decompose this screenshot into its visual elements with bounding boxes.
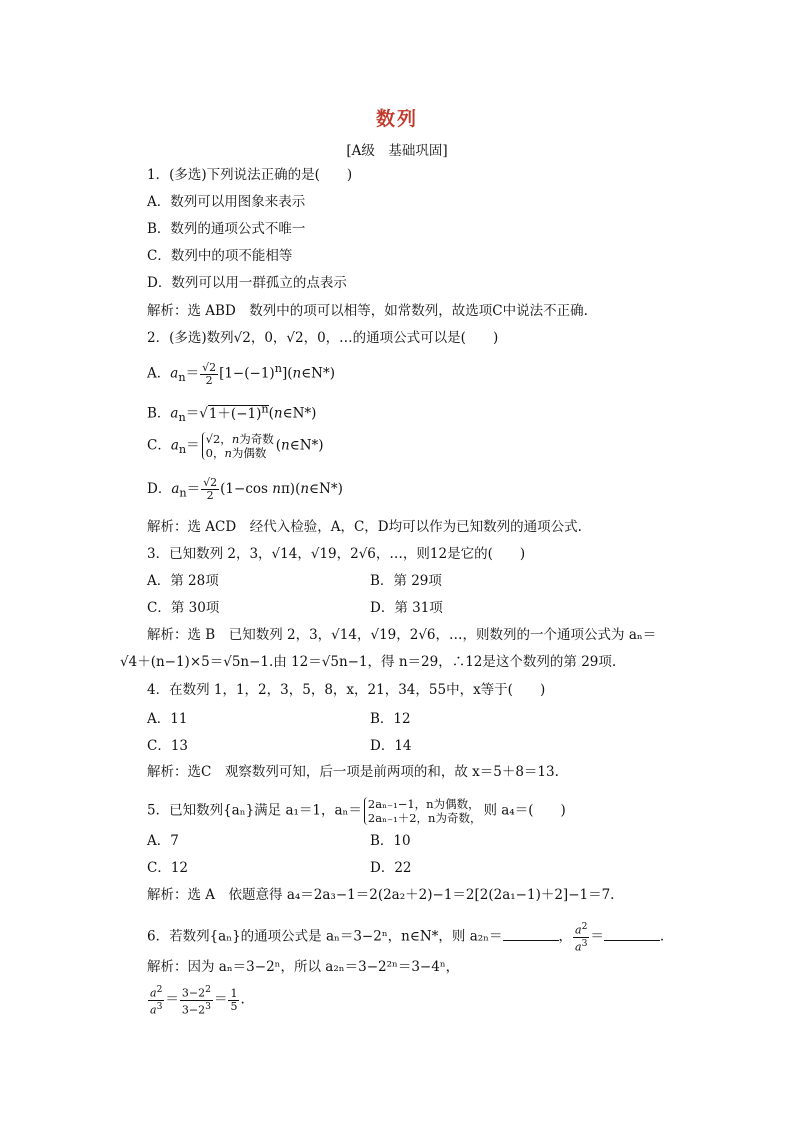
q2-stem: 2．(多选)数列√2，0，√2，0，…的通项公式可以是( ) xyxy=(147,330,499,346)
q4-option-c: C．13 xyxy=(147,738,189,754)
q6-blank-2[interactable] xyxy=(604,928,660,941)
q4-option-b: B．12 xyxy=(370,711,411,727)
q3-option-c: C．第 30项 xyxy=(147,600,220,616)
q4-stem: 4．在数列 1，1，2，3，5，8，x，21，34，55中，x等于( ) xyxy=(147,682,546,698)
q5-stem-post: 则 a₄＝( ) xyxy=(483,802,566,819)
q1-option-b: B．数列的通项公式不唯一 xyxy=(147,221,306,237)
section-level: [A级 基础巩固] xyxy=(346,143,448,159)
page-title: 数列 xyxy=(375,108,418,130)
q3-answer-line2: √4＋(n−1)×5＝√5n−1.由 12＝√5n−1，得 n＝29，∴12是这个数列的第 29项. xyxy=(120,654,617,670)
q5-option-c: C．12 xyxy=(147,860,189,876)
q6-blank-1[interactable] xyxy=(503,928,559,941)
q5-answer: 解析：选 A 依题意得 a₄＝2a₃−1＝2(2a₂＋2)−1＝2[2(2a₁−1)＋2]−1＝7. xyxy=(147,887,615,903)
q1-answer: 解析：选 ABD 数列中的项可以相等，如常数列，故选项C中说法不正确. xyxy=(147,303,588,319)
q3-answer-line1: 解析：选 B 已知数列 2，3，√14，√19，2√6，…，则数列的一个通项公式为 aₙ＝ xyxy=(147,627,657,643)
q6-answer-line2: $\frac{a^2}{a^3}$ ＝ $\frac{3-2^2}{3-2^3}$ ＝ $\frac{1}{5}$ . xyxy=(150,984,245,1017)
q4-answer: 解析：选C 观察数列可知，后一项是前两项的和，故 x＝5＋8＝13. xyxy=(147,764,559,780)
q5-piecewise: 2aₙ₋₁−1，n为偶数， 2aₙ₋₁＋2，n为奇数， xyxy=(364,797,482,825)
q6-stem: 6．若数列{aₙ}的通项公式是 aₙ＝3−2ⁿ，n∈N*，则 a₂ₙ＝ ， $\frac{a^2}{a^3}$ ＝ . xyxy=(147,921,665,954)
q5-option-d: D．22 xyxy=(370,860,412,876)
q1-option-c: C．数列中的项不能相等 xyxy=(147,248,293,264)
q3-option-d: D．第 31项 xyxy=(370,600,443,616)
q5-option-b: B．10 xyxy=(370,833,411,849)
q5-stem xyxy=(147,797,566,825)
q6-answer-line1: 解析：因为 aₙ＝3−2ⁿ，所以 a₂ₙ＝3−2²ⁿ＝3−4ⁿ， xyxy=(147,959,460,975)
q3-option-a: A．第 28项 xyxy=(147,573,219,589)
q5-option-a: A．7 xyxy=(147,833,179,849)
q1-option-a: A．数列可以用图象来表示 xyxy=(147,194,306,210)
q2-option-c: C．$a_n=$ √2，n为奇数 0，n为偶数 (n∈N*) xyxy=(147,432,324,460)
q2-answer: 解析：选 ACD 经代入检验，A，C，D均可以作为已知数列的通项公式. xyxy=(147,519,582,535)
q2-option-d: D．$a_n=$ $\frac{√2}{2}$ (1−cos nπ)(n∈N*) xyxy=(147,476,343,502)
q1-stem: 1．(多选)下列说法正确的是( ) xyxy=(147,167,353,183)
q4-option-a: A．11 xyxy=(147,711,188,727)
q2-option-b: B．$a_n=√1+(-1)^n(n\in N*)$ xyxy=(147,402,317,425)
q4-option-d: D．14 xyxy=(370,738,412,754)
q2-option-a: A．$a_n=$ $\frac{√2}{2}$ $[1-(-1)^n](n\in N*)$ xyxy=(147,360,336,387)
q3-option-b: B．第 29项 xyxy=(370,573,442,589)
q3-stem: 3．已知数列 2，3，√14，√19，2√6，…，则12是它的( ) xyxy=(147,546,526,562)
q1-option-d: D．数列可以用一群孤立的点表示 xyxy=(147,275,347,291)
q5-stem-pre: 5．已知数列{aₙ}满足 a₁＝1，aₙ＝ xyxy=(147,802,362,819)
